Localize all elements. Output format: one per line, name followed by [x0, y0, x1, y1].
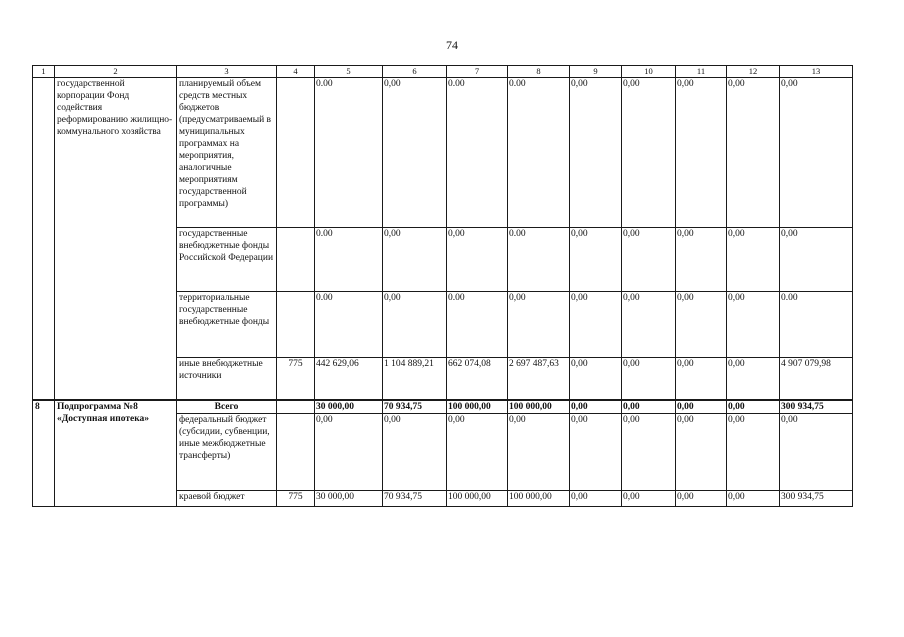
amount-cell: 0,00 — [727, 228, 780, 292]
amount-cell: 0,00 — [622, 400, 676, 414]
amount-cell: 0,00 — [447, 413, 508, 490]
funding-source: государственные внебюджетные фонды Российской Федерации — [177, 228, 277, 292]
amount-cell: 0,00 — [676, 358, 727, 400]
amount-cell: 70 934,75 — [383, 490, 447, 506]
amount-cell: 0,00 — [676, 292, 727, 358]
table-row — [33, 400, 853, 414]
amount-cell: 2 697 487,63 — [508, 358, 570, 400]
amount-cell: 30 000,00 — [315, 490, 383, 506]
budget-code — [277, 400, 315, 414]
column-number: 1 — [33, 66, 55, 78]
page-number: 74 — [446, 38, 458, 52]
column-number: 13 — [780, 66, 853, 78]
amount-cell: 0,00 — [383, 413, 447, 490]
amount-cell: 0,00 — [570, 490, 622, 506]
amount-cell: 100 000,00 — [508, 400, 570, 414]
amount-cell: 0,00 — [383, 228, 447, 292]
column-number: 12 — [727, 66, 780, 78]
funding-source: иные внебюджетные источники — [177, 358, 277, 400]
amount-cell: 442 629,06 — [315, 358, 383, 400]
amount-cell: 0,00 — [676, 413, 727, 490]
amount-cell: 300 934,75 — [780, 400, 853, 414]
amount-cell: 0,00 — [780, 78, 853, 228]
budget-code — [277, 78, 315, 228]
funding-source: краевой бюджет — [177, 490, 277, 506]
amount-cell: 0.00 — [508, 228, 570, 292]
budget-code — [277, 228, 315, 292]
program-name: Подпрограмма №8 «Доступная ипотека» — [55, 400, 177, 507]
amount-cell: 662 074,08 — [447, 358, 508, 400]
amount-cell: 0,00 — [570, 400, 622, 414]
amount-cell: 0.00 — [780, 292, 853, 358]
row-index — [33, 78, 55, 400]
column-number: 11 — [676, 66, 727, 78]
row-index: 8 — [33, 400, 55, 507]
amount-cell: 0.00 — [508, 78, 570, 228]
amount-cell: 70 934,75 — [383, 400, 447, 414]
column-number: 5 — [315, 66, 383, 78]
amount-cell: 0.00 — [315, 228, 383, 292]
amount-cell: 0.00 — [315, 78, 383, 228]
column-number: 2 — [55, 66, 177, 78]
funding-source: Всего — [177, 400, 277, 414]
budget-code — [277, 292, 315, 358]
column-number: 10 — [622, 66, 676, 78]
column-number-row — [33, 66, 853, 78]
amount-cell: 0,00 — [676, 400, 727, 414]
amount-cell: 0,00 — [727, 292, 780, 358]
amount-cell: 0,00 — [570, 413, 622, 490]
funding-source: территориальные государственные внебюджетные фонды — [177, 292, 277, 358]
amount-cell: 0,00 — [727, 78, 780, 228]
column-number: 7 — [447, 66, 508, 78]
amount-cell: 0,00 — [570, 358, 622, 400]
amount-cell: 0,00 — [447, 228, 508, 292]
budget-code — [277, 413, 315, 490]
amount-cell: 0,00 — [570, 78, 622, 228]
amount-cell: 0,00 — [780, 228, 853, 292]
amount-cell: 0,00 — [508, 413, 570, 490]
amount-cell: 0,00 — [570, 228, 622, 292]
amount-cell: 300 934,75 — [780, 490, 853, 506]
amount-cell: 0,00 — [676, 78, 727, 228]
amount-cell: 0,00 — [315, 413, 383, 490]
amount-cell: 0,00 — [780, 413, 853, 490]
amount-cell: 0.00 — [447, 292, 508, 358]
amount-cell: 0,00 — [622, 490, 676, 506]
amount-cell: 100 000,00 — [447, 490, 508, 506]
budget-code: 775 — [277, 490, 315, 506]
budget-table — [32, 65, 853, 507]
column-number: 6 — [383, 66, 447, 78]
column-number: 8 — [508, 66, 570, 78]
amount-cell: 1 104 889,21 — [383, 358, 447, 400]
column-number: 3 — [177, 66, 277, 78]
amount-cell: 0,00 — [676, 490, 727, 506]
amount-cell: 0,00 — [727, 400, 780, 414]
amount-cell: 0,00 — [727, 413, 780, 490]
amount-cell: 0,00 — [622, 78, 676, 228]
amount-cell: 0,00 — [727, 358, 780, 400]
amount-cell: 4 907 079,98 — [780, 358, 853, 400]
amount-cell: 0.00 — [447, 78, 508, 228]
amount-cell: 0,00 — [622, 292, 676, 358]
amount-cell: 0,00 — [622, 228, 676, 292]
amount-cell: 0,00 — [622, 358, 676, 400]
amount-cell: 30 000,00 — [315, 400, 383, 414]
table-row — [33, 78, 853, 228]
amount-cell: 100 000,00 — [508, 490, 570, 506]
amount-cell: 0,00 — [727, 490, 780, 506]
table-body — [33, 66, 853, 507]
amount-cell: 0,00 — [676, 228, 727, 292]
amount-cell: 0,00 — [383, 78, 447, 228]
amount-cell: 0,00 — [508, 292, 570, 358]
amount-cell: 100 000,00 — [447, 400, 508, 414]
funding-source: федеральный бюджет (субсидии, субвенции, иные межбюджетные трансферты) — [177, 413, 277, 490]
funding-source: планируемый объем средств местных бюджетов (предусматриваемый в муниципальных программах на мероприятия, аналогичные мероприятиям государственной программы) — [177, 78, 277, 228]
amount-cell: 0.00 — [315, 292, 383, 358]
budget-code: 775 — [277, 358, 315, 400]
program-name: государственной корпорации Фонд содействия реформированию жилищно-коммунального хозяйства — [55, 78, 177, 400]
amount-cell: 0,00 — [622, 413, 676, 490]
amount-cell: 0,00 — [383, 292, 447, 358]
amount-cell: 0,00 — [570, 292, 622, 358]
column-number: 9 — [570, 66, 622, 78]
column-number: 4 — [277, 66, 315, 78]
